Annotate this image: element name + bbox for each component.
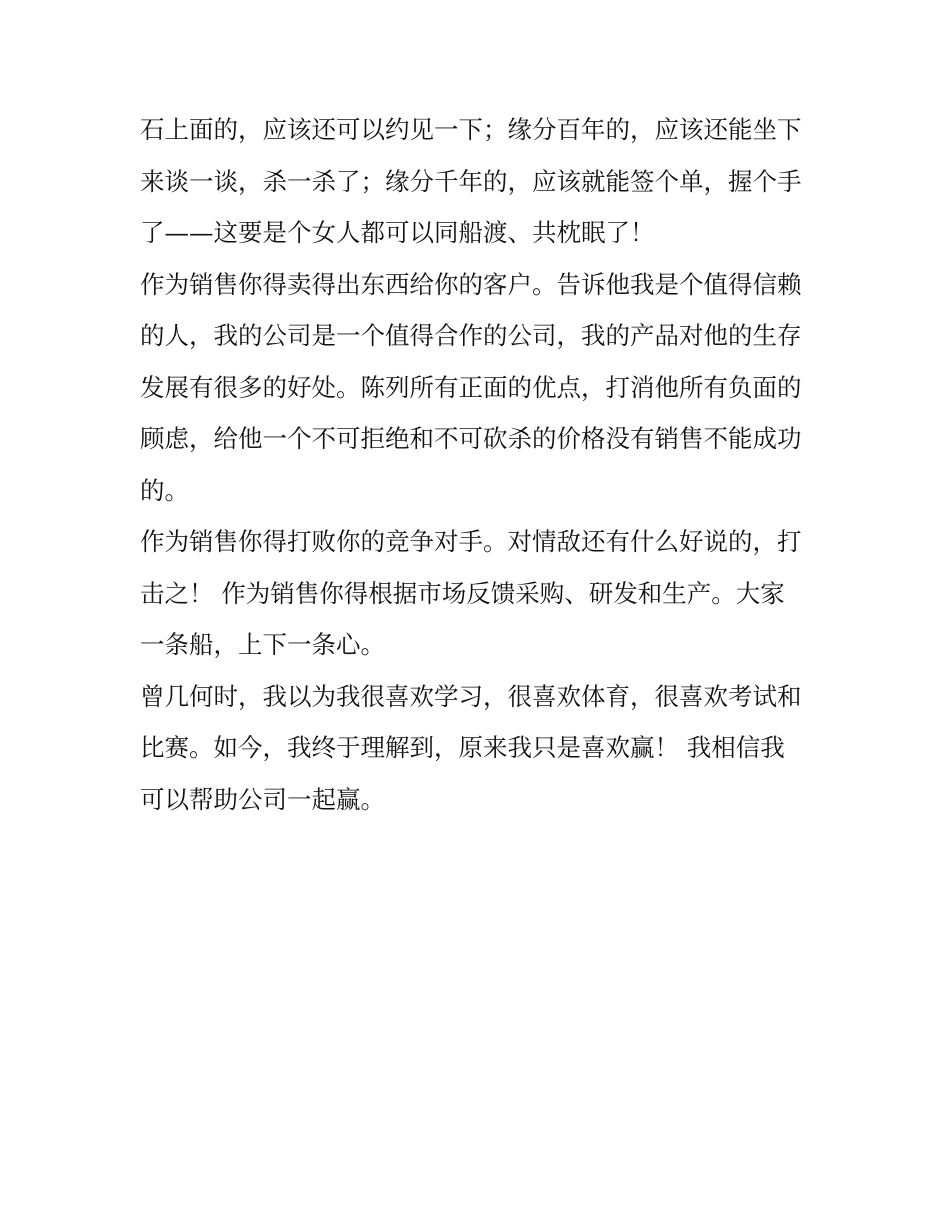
text-line: 的。 bbox=[140, 475, 189, 505]
text-line: 作为销售你得打败你的竞争对手。对情敌还有什么好说的，打 bbox=[140, 527, 802, 556]
text-line: 作为销售你得卖得出东西给你的客户。告诉他我是个值得信赖 bbox=[140, 269, 802, 299]
text-line: 了——这要是个女人都可以同船渡、共枕眠了！ bbox=[140, 218, 655, 247]
text-line: 来谈一谈，杀一杀了；缘分千年的，应该就能签个单，握个手 bbox=[140, 166, 802, 196]
document-body bbox=[140, 104, 812, 825]
text-line: 击之！ 作为销售你得根据市场反馈采购、研发和生产。大家 bbox=[140, 578, 785, 608]
text-line: 的人，我的公司是一个值得合作的公司，我的产品对他的生存 bbox=[140, 321, 802, 350]
text-line: 一条船，上下一条心。 bbox=[140, 630, 385, 659]
text-line: 发展有很多的好处。陈列所有正面的优点，打消他所有负面的 bbox=[140, 372, 802, 402]
text-line: 曾几何时，我以为我很喜欢学习，很喜欢体育，很喜欢考试和 bbox=[140, 681, 802, 711]
text-line: 可以帮助公司一起赢。 bbox=[140, 784, 385, 814]
text-line: 比赛。如今，我终于理解到，原来我只是喜欢赢！ 我相信我 bbox=[140, 733, 785, 762]
text-line: 石上面的，应该还可以约见一下；缘分百年的，应该还能坐下 bbox=[140, 115, 802, 144]
text-line: 顾虑，给他一个不可拒绝和不可砍杀的价格没有销售不能成功 bbox=[140, 424, 802, 453]
